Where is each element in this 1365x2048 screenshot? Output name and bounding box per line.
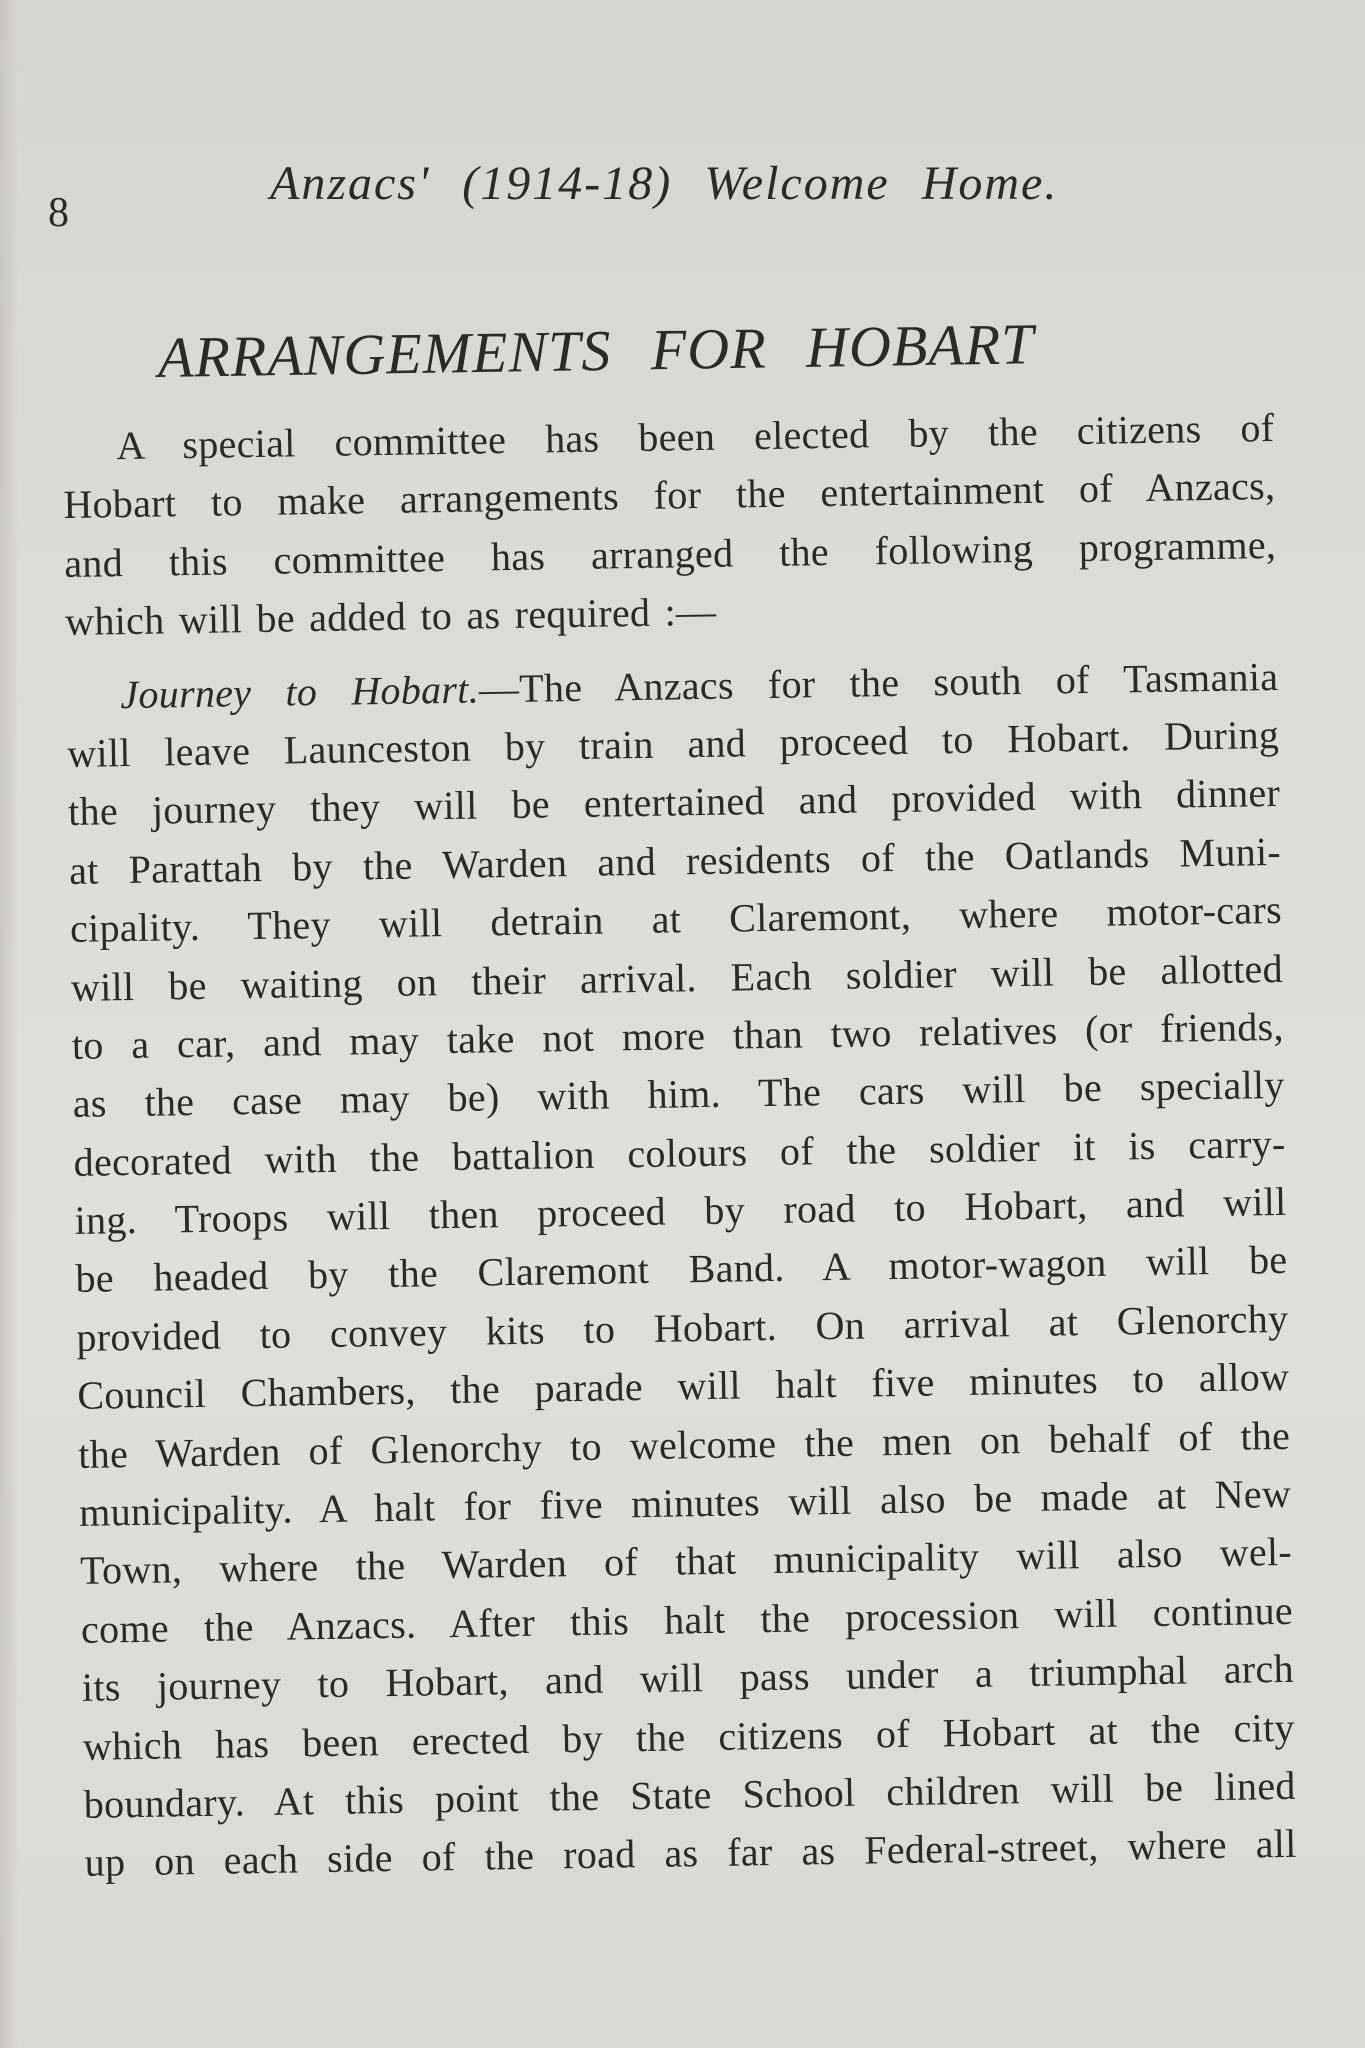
text-line: as the case may be) with him. The cars will be specially	[72, 1062, 1285, 1127]
text-line: Hobart to make arrangements for the entertainment of Anzacs,	[63, 463, 1276, 528]
text-line: cipality. They will detrain at Claremont, where motor-cars	[69, 887, 1283, 952]
running-head: Anzacs' (1914-18) Welcome Home.	[270, 157, 1059, 210]
text-line: to a car, and may take not more than two relatives (or friends,	[71, 1003, 1285, 1068]
body-text	[62, 399, 1297, 1908]
text-line: municipality. A halt for five minutes will also be made at New	[78, 1470, 1292, 1535]
text-line: up on each side of the road as far as Federal-street, where all	[84, 1821, 1297, 1886]
page-edge-shadow	[0, 0, 18, 2048]
paragraph-intro	[62, 399, 1278, 652]
text-line: provided to convey kits to Hobart. On arrival at Glenorchy	[76, 1295, 1289, 1360]
text-line: decorated with the battalion colours of the soldier it is carry-	[73, 1120, 1286, 1185]
text-line: will leave Launceston by train and proceed to Hobart. During	[66, 711, 1280, 776]
text-line: be headed by the Claremont Band. A motor-wagon will be	[75, 1237, 1288, 1302]
text-line: Town, where the Warden of that municipality will also wel-	[79, 1529, 1293, 1594]
text-line: and this committee has arranged the following programme,	[63, 521, 1277, 586]
text-line: Council Chambers, the parade will halt five minutes to allow	[77, 1354, 1290, 1419]
text-line: come the Anzacs. After this halt the procession will continue	[80, 1587, 1294, 1652]
text-line: the Warden of Glenorchy to welcome the men on behalf of the	[77, 1412, 1291, 1477]
page-number: 8	[48, 190, 69, 236]
text-line: its journey to Hobart, and will pass under a triumphal arch	[81, 1646, 1295, 1711]
text-line: which has been erected by the citizens of Hobart at the city	[82, 1704, 1296, 1769]
paragraph-journey	[66, 647, 1297, 1892]
text-line: A special committee has been elected by the citizens of	[116, 404, 1275, 469]
text-line: the journey they will be entertained and provided with dinner	[67, 770, 1281, 835]
text-line: which will be added to as required :—	[64, 588, 717, 645]
paragraph-lead-heading: Journey to Hobart.	[119, 666, 480, 717]
paragraph-lead-text: —The Anzacs for the south of Tasmania	[478, 653, 1279, 712]
text-line: will be waiting on their arrival. Each soldier will be allotted	[70, 945, 1284, 1010]
text-line: boundary. At this point the State School children will be lined	[83, 1762, 1296, 1827]
text-line: ing. Troops will then proceed by road to Hobart, and will	[74, 1178, 1287, 1243]
section-title: ARRANGEMENTS FOR HOBART	[157, 311, 1035, 390]
text-line: at Parattah by the Warden and residents of the Oatlands Muni-	[68, 828, 1282, 893]
